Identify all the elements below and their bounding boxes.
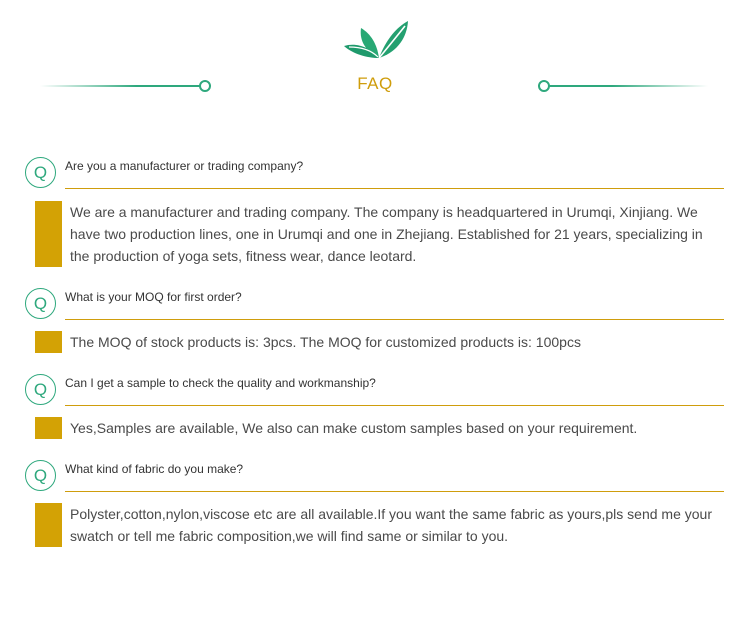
header-line-left [40, 85, 201, 87]
answer-marker [35, 331, 62, 353]
answer-text: The MOQ of stock products is: 3pcs. The MOQ for customized products is: 100pcs [70, 334, 581, 350]
header-line-right [548, 85, 708, 87]
page-title: FAQ [357, 74, 393, 93]
question-badge: Q [25, 288, 56, 319]
question-text: Are you a manufacturer or trading company? [65, 159, 304, 173]
answer-marker [35, 503, 62, 547]
question-text: Can I get a sample to check the quality and workmanship? [65, 376, 376, 390]
header-dot-left [199, 80, 211, 92]
faq-header [0, 0, 750, 130]
question-divider [65, 188, 724, 189]
question-badge: Q [25, 374, 56, 405]
question-divider [65, 319, 724, 320]
answer-marker [35, 417, 62, 439]
question-badge: Q [25, 460, 56, 491]
answer-text: We are a manufacturer and trading company. The company is headquartered in Urumqi, Xinjiang. We have two production lines, one in Urumqi and one in Zhejiang. Established for 21 years, specializing in the production of yoga sets, fitness wear, dance leotard. [70, 204, 703, 264]
question-text: What kind of fabric do you make? [65, 462, 244, 476]
answer-text: Yes,Samples are available, We also can make custom samples based on your requirement. [70, 420, 638, 436]
question-divider [65, 491, 724, 492]
answer-marker [35, 201, 62, 267]
answer-text: Polyster,cotton,nylon,viscose etc are all available.If you want the same fabric as yours,pls send me your swatch or tell me fabric composition,we will find same or similar to you. [70, 506, 712, 544]
question-badge: Q [25, 157, 56, 188]
leaf-icon [341, 18, 411, 62]
question-divider [65, 405, 724, 406]
question-text: What is your MOQ for first order? [65, 290, 242, 304]
